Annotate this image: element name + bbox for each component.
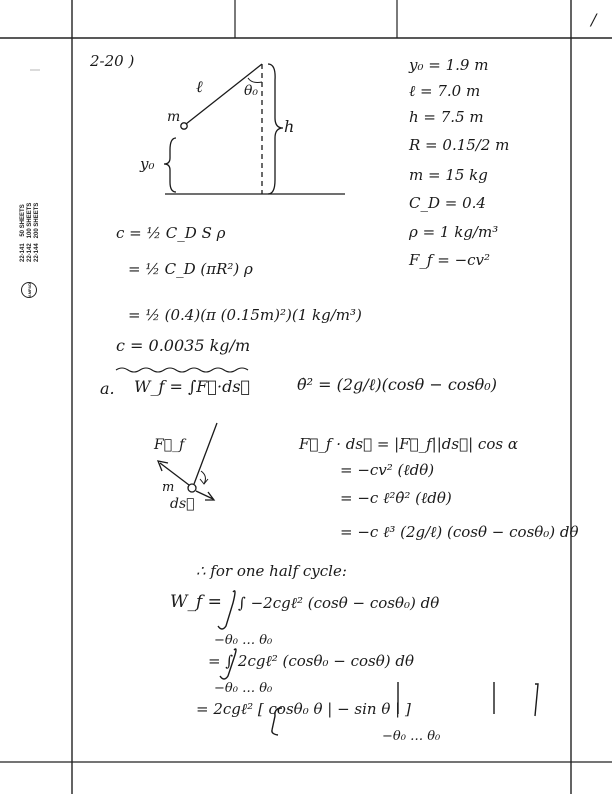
label-length: ℓ: [196, 77, 203, 96]
dot-line-3: = −c ℓ²θ̇² (ℓdθ): [340, 489, 452, 507]
fbd-string: [194, 423, 217, 484]
label-displacement: ds⃗: [170, 496, 195, 512]
given-friction-force: F_f = −cv²: [409, 251, 491, 269]
label-height: h: [284, 117, 295, 136]
pad-line-2: 22-142 100 SHEETS: [27, 202, 33, 262]
given-height: h = 7.5 m: [409, 108, 484, 126]
pad-line-1: 22-141 50 SHEETS: [20, 204, 26, 262]
integral-line-1: ∫ −2cgℓ² (cosθ − cosθ₀) dθ: [238, 594, 440, 612]
drag-line-4: c = 0.0035 kg/m: [116, 336, 251, 355]
given-radius: R = 0.15/2 m: [409, 136, 510, 154]
work-definition: W_f = ∫F⃗·ds⃗: [134, 377, 251, 396]
fbd-bob: [188, 484, 196, 492]
pad-line-3: 22-144 200 SHEETS: [34, 202, 40, 262]
theta0-arc: [248, 78, 262, 83]
given-density: ρ = 1 kg/m³: [409, 223, 499, 241]
ampad-logo: [21, 282, 37, 298]
given-mass: m = 15 kg: [409, 166, 488, 184]
half-cycle-heading: ∴ for one half cycle:: [196, 562, 347, 580]
bracket-right: [535, 684, 538, 716]
dot-line-1: F⃗_f · ds⃗ = |F⃗_f||ds⃗| cos α: [299, 435, 518, 453]
ampad-brand: AMPAD: [26, 282, 32, 298]
angular-velocity-eq: θ̇² = (2g/ℓ)(cosθ − cosθ₀): [297, 375, 497, 394]
part-a-label: a.: [100, 379, 115, 398]
h-brace: [268, 64, 283, 194]
drag-line-2: = ½ C_D (πR²) ρ: [128, 260, 253, 278]
label-fbd-mass: m: [162, 480, 175, 495]
underline-squiggle: [116, 368, 248, 372]
integral-line-2: = ∫ 2cgℓ² (cosθ₀ − cosθ) dθ: [208, 652, 415, 670]
drag-line-3: = ½ (0.4)(π (0.15m)²)(1 kg/m³): [128, 306, 362, 324]
work-lhs: W_f =: [170, 592, 222, 612]
pendulum-bob: [181, 123, 187, 129]
dot-line-2: = −cv² (ℓdθ): [340, 461, 435, 479]
label-mass: m: [167, 109, 181, 125]
dot-line-4: = −c ℓ³ (2g/ℓ) (cosθ − cosθ₀) dθ: [340, 523, 579, 541]
label-theta0: θ₀: [244, 83, 259, 99]
pad-info: [20, 203, 41, 262]
integral-1-limits: −θ₀ … θ₀: [214, 633, 273, 648]
motion-arc-arrow: [201, 471, 205, 484]
y0-brace: [164, 138, 176, 192]
integral-2-limits: −θ₀ … θ₀: [214, 681, 273, 696]
given-length: ℓ = 7.0 m: [409, 82, 481, 100]
integral-3-limits: −θ₀ … θ₀: [382, 729, 441, 744]
label-friction-force: F⃗_f: [154, 437, 185, 453]
label-y0: y₀: [140, 155, 155, 173]
given-y0: y₀ = 1.9 m: [409, 56, 489, 74]
problem-number: 2-20 ): [90, 52, 135, 70]
page-number: /: [591, 10, 597, 29]
integral-line-3: = 2cgℓ² [ cosθ₀ θ | − sin θ | ]: [196, 700, 411, 718]
drag-line-1: c = ½ C_D S ρ: [116, 224, 226, 242]
given-drag-coeff: C_D = 0.4: [409, 194, 486, 212]
